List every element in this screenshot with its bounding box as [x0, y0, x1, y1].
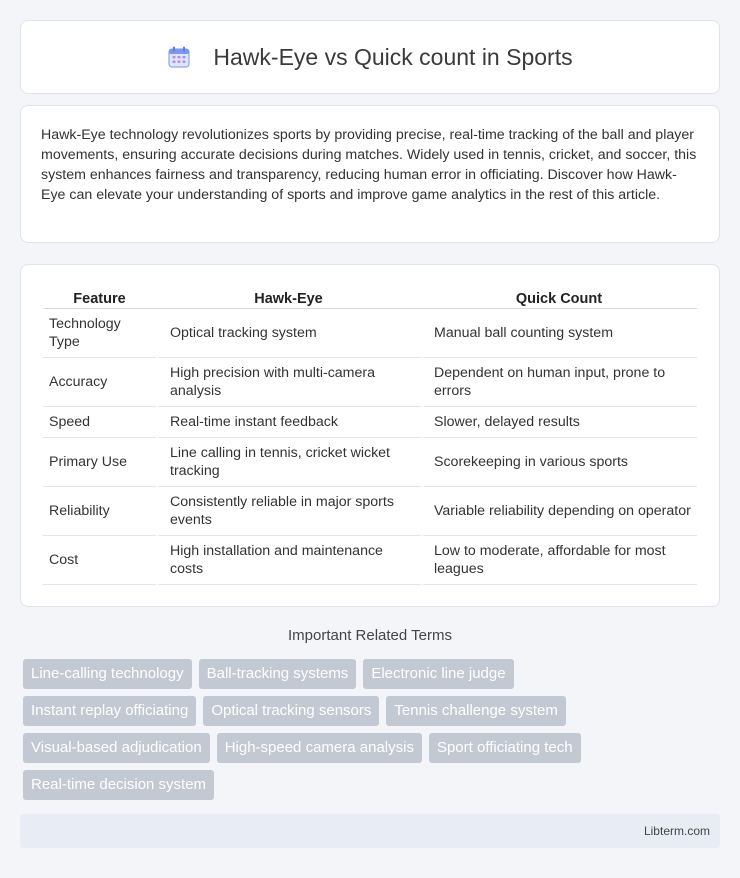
table-cell-hawk-eye: High precision with multi-camera analysis — [156, 358, 421, 407]
related-term-tag[interactable]: Electronic line judge — [363, 659, 513, 689]
related-term-tag[interactable]: Tennis challenge system — [386, 696, 565, 726]
related-term-tag[interactable]: Sport officiating tech — [429, 733, 581, 763]
related-terms-list — [23, 659, 723, 807]
tag-row — [23, 696, 723, 726]
table-row — [43, 358, 697, 407]
table-cell-hawk-eye: Line calling in tennis, cricket wicket tracking — [156, 438, 421, 487]
table-row — [43, 309, 697, 358]
related-term-tag[interactable]: Optical tracking sensors — [203, 696, 379, 726]
related-term-tag[interactable]: Line-calling technology — [23, 659, 192, 689]
table-cell-feature: Reliability — [43, 487, 156, 536]
table-cell-feature: Primary Use — [43, 438, 156, 487]
table-cell-feature: Accuracy — [43, 358, 156, 407]
table-header-row — [43, 285, 697, 309]
calendar-icon — [167, 45, 191, 69]
related-term-tag[interactable]: Real-time decision system — [23, 770, 214, 800]
table-row — [43, 438, 697, 487]
table-row — [43, 487, 697, 536]
related-term-tag[interactable]: Visual-based adjudication — [23, 733, 210, 763]
column-header-hawk-eye: Hawk-Eye — [156, 285, 421, 309]
table-cell-hawk-eye: Optical tracking system — [156, 309, 421, 358]
table-row — [43, 407, 697, 438]
footer — [20, 814, 720, 848]
table-cell-quick-count: Variable reliability depending on operator — [421, 487, 697, 536]
tag-row — [23, 733, 723, 763]
table-row — [43, 536, 697, 585]
intro-text: Hawk-Eye technology revolutionizes sports by providing precise, real-time tracking of the ball and player movements, ensuring accurate decisions during matches. Widely used in tennis, cricket, and soccer, this system enhances fairness and transparency, reducing human error in officiating. Discover how Hawk-Eye can elevate your understanding of sports and improve game analytics in the rest of this article. — [41, 127, 697, 203]
tag-row — [23, 659, 723, 689]
table-cell-feature: Cost — [43, 536, 156, 585]
intro-card — [20, 105, 720, 243]
table-cell-quick-count: Low to moderate, affordable for most leagues — [421, 536, 697, 585]
page-title: Hawk-Eye vs Quick count in Sports — [213, 43, 573, 70]
related-term-tag[interactable]: Instant replay officiating — [23, 696, 196, 726]
footer-site-link[interactable]: Libterm.com — [643, 824, 710, 838]
comparison-table-card — [20, 264, 720, 607]
related-term-tag[interactable]: Ball-tracking systems — [199, 659, 357, 689]
table-cell-quick-count: Slower, delayed results — [421, 407, 697, 438]
table-cell-quick-count: Scorekeeping in various sports — [421, 438, 697, 487]
table-cell-quick-count: Dependent on human input, prone to errors — [421, 358, 697, 407]
column-header-quick-count: Quick Count — [421, 285, 697, 309]
column-header-feature: Feature — [43, 285, 156, 309]
table-cell-hawk-eye: Consistently reliable in major sports events — [156, 487, 421, 536]
table-cell-hawk-eye: Real-time instant feedback — [156, 407, 421, 438]
header-card — [20, 20, 720, 94]
table-cell-quick-count: Manual ball counting system — [421, 309, 697, 358]
tag-row — [23, 770, 723, 800]
table-cell-feature: Technology Type — [43, 309, 156, 358]
table-cell-hawk-eye: High installation and maintenance costs — [156, 536, 421, 585]
table-cell-feature: Speed — [43, 407, 156, 438]
related-term-tag[interactable]: High-speed camera analysis — [217, 733, 422, 763]
related-terms-title: Important Related Terms — [288, 627, 452, 644]
comparison-table — [43, 285, 697, 585]
